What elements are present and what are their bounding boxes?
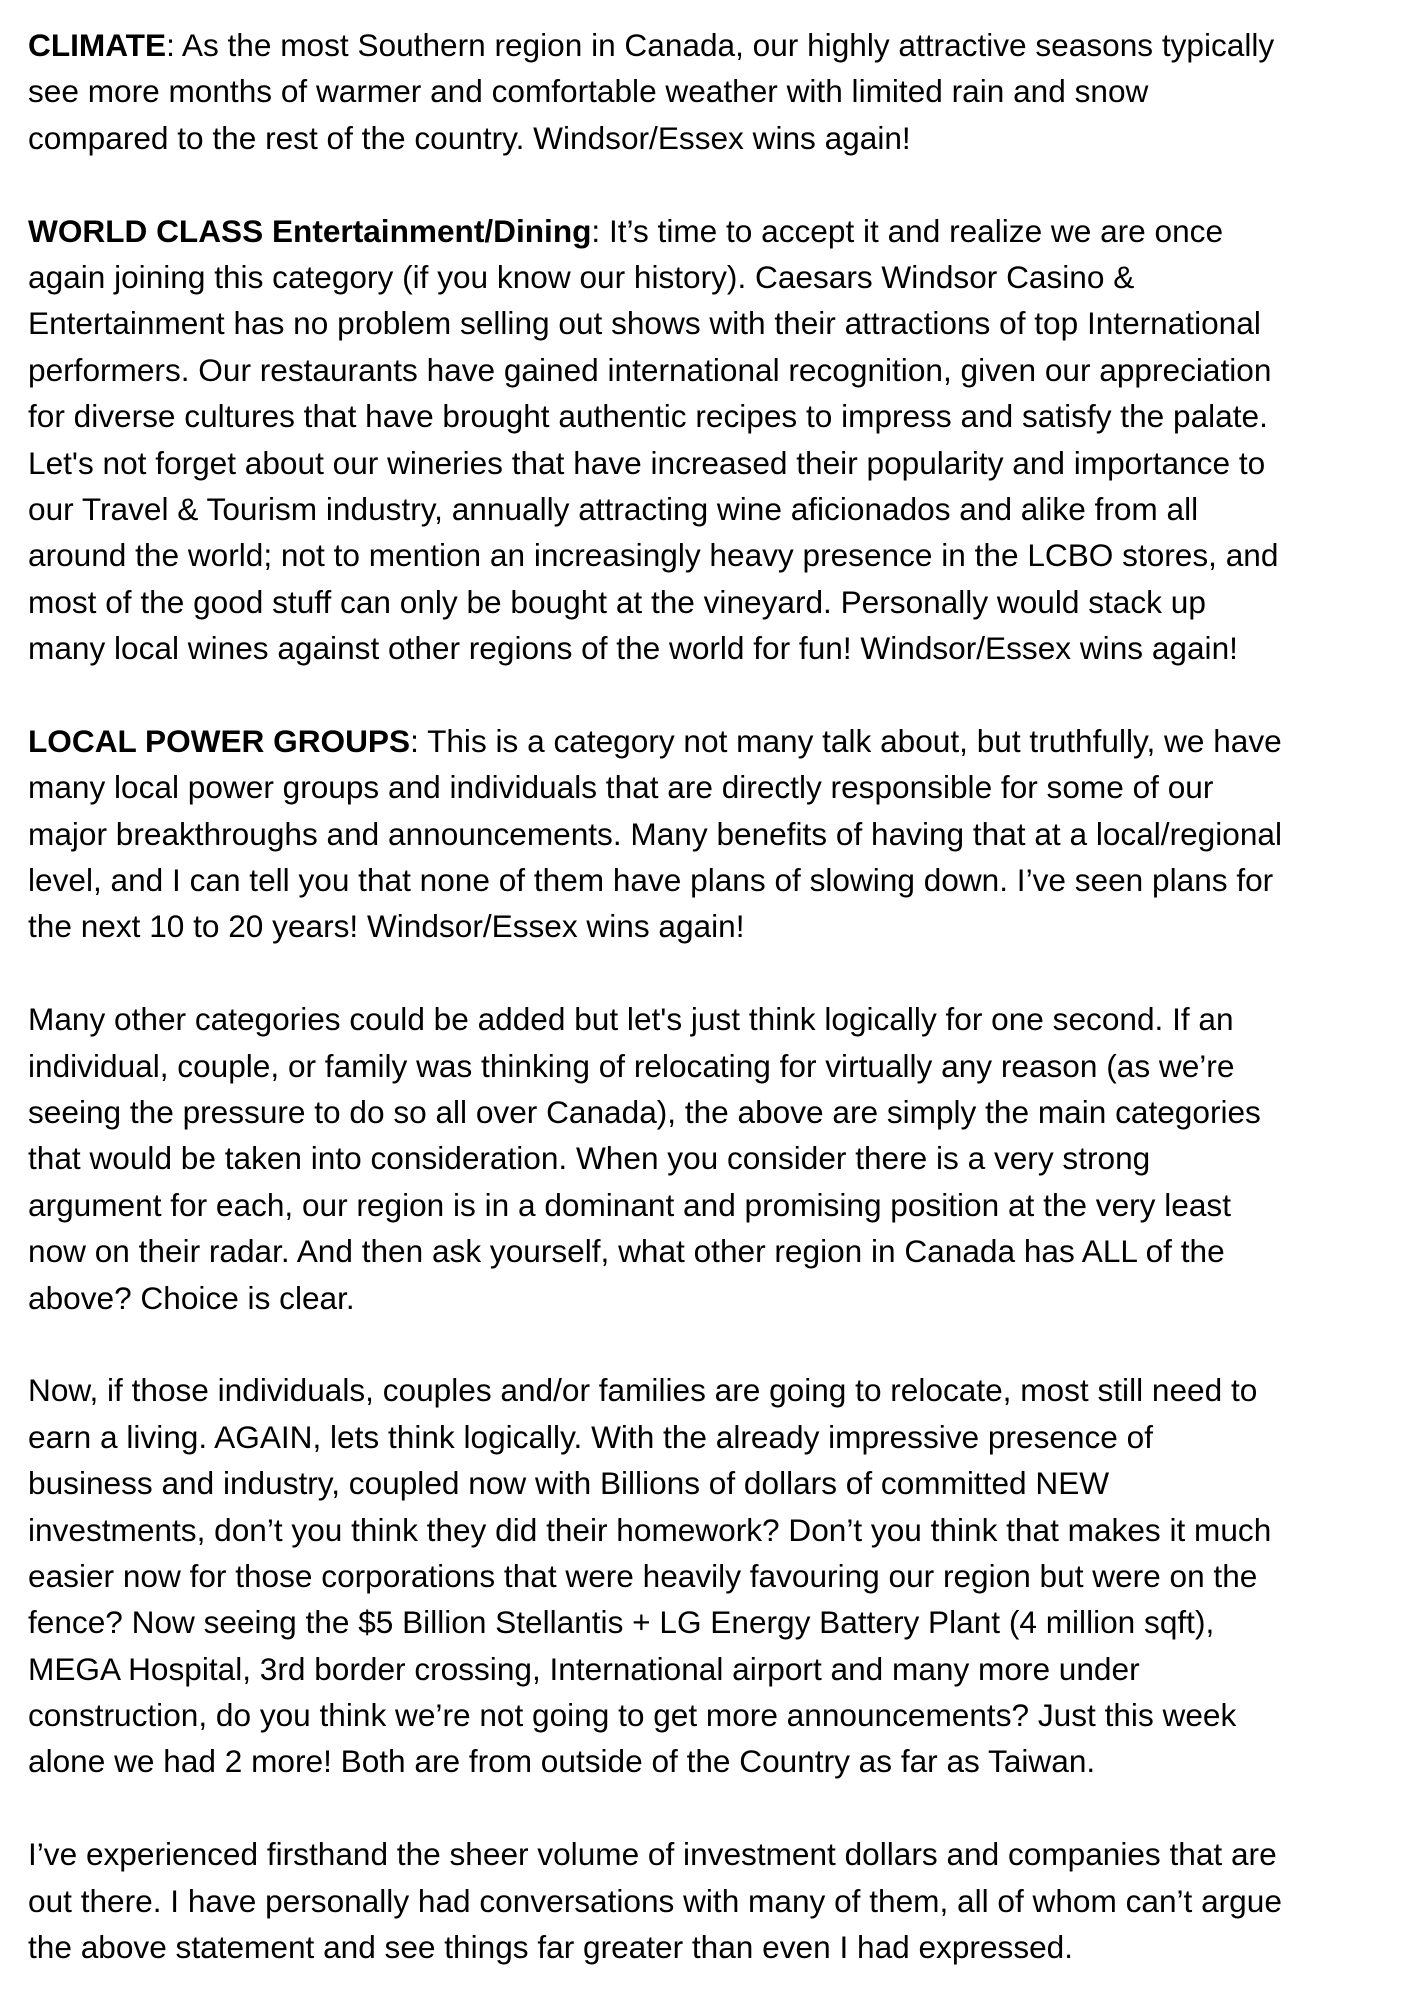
text-line: I’ve experienced firsthand the sheer volume of investment dollars and companies that are — [28, 1836, 1277, 1873]
text-line: performers. Our restaurants have gained international recognition, given our appreciation — [28, 351, 1272, 388]
text-line: the next 10 to 20 years! Windsor/Essex wins again! — [28, 908, 745, 945]
paragraph-climate — [28, 22, 1386, 161]
text-line: easier now for those corporations that were heavily favouring our region but were on the — [28, 1557, 1258, 1594]
text-line: many local wines against other regions of the world for fun! Windsor/Essex wins again! — [28, 630, 1238, 667]
text-line: individual, couple, or family was thinking of relocating for virtually any reason (as we’re — [28, 1047, 1235, 1084]
text-line: now on their radar. And then ask yourself, what other region in Canada has ALL of the — [28, 1233, 1225, 1270]
text-line: earn a living. AGAIN, lets think logically. With the already impressive presence of — [28, 1418, 1154, 1455]
paragraph-local-power-groups — [28, 718, 1386, 950]
document-body — [28, 22, 1386, 1970]
text-line: out there. I have personally had conversations with many of them, all of whom can’t argue — [28, 1882, 1282, 1919]
text-line: Many other categories could be added but let's just think logically for one second. If an — [28, 1001, 1234, 1038]
text-line: business and industry, coupled now with Billions of dollars of committed NEW — [28, 1465, 1110, 1502]
section-heading-climate: CLIMATE — [28, 27, 167, 63]
text-line: Entertainment has no problem selling out shows with their attractions of top International — [28, 305, 1261, 342]
text-line: again joining this category (if you know our history). Caesars Windsor Casino & — [28, 258, 1135, 295]
text-line: LOCAL POWER GROUPS: This is a category not many talk about, but truthfully, we have — [28, 722, 1282, 759]
text-line: WORLD CLASS Entertainment/Dining: It’s time to accept it and realize we are once — [28, 212, 1224, 249]
text-line: for diverse cultures that have brought authentic recipes to impress and satisfy the palate. — [28, 398, 1268, 435]
text-line: above? Choice is clear. — [28, 1279, 355, 1316]
text-line: compared to the rest of the country. Windsor/Essex wins again! — [28, 119, 911, 156]
text-line: CLIMATE: As the most Southern region in Canada, our highly attractive seasons typically — [28, 27, 1275, 63]
paragraph-entertainment-dining — [28, 208, 1386, 672]
text-line: major breakthroughs and announcements. Many benefits of having that at a local/regional — [28, 815, 1283, 852]
text-line: Now, if those individuals, couples and/or families are going to relocate, most still need to — [28, 1372, 1258, 1409]
text-line: investments, don’t you think they did their homework? Don’t you think that makes it much — [28, 1511, 1272, 1548]
text-line: seeing the pressure to do so all over Canada), the above are simply the main categories — [28, 1093, 1261, 1130]
text-line: fence? Now seeing the $5 Billion Stellantis + LG Energy Battery Plant (4 million sqft), — [28, 1604, 1215, 1641]
text-line: Let's not forget about our wineries that have increased their popularity and importance to — [28, 444, 1266, 481]
section-heading-local-power-groups: LOCAL POWER GROUPS — [28, 722, 411, 759]
text-line: alone we had 2 more! Both are from outside of the Country as far as Taiwan. — [28, 1743, 1096, 1780]
text-line: many local power groups and individuals that are directly responsible for some of our — [28, 769, 1214, 806]
text-line: construction, do you think we’re not going to get more announcements? Just this week — [28, 1697, 1237, 1734]
text-line: that would be taken into consideration. When you consider there is a very strong — [28, 1140, 1151, 1177]
paragraph-other-categories — [28, 996, 1386, 1321]
text-line: most of the good stuff can only be bought at the vineyard. Personally would stack up — [28, 583, 1206, 620]
text-line: MEGA Hospital, 3rd border crossing, International airport and many more under — [28, 1650, 1140, 1687]
paragraph-firsthand-experience — [28, 1831, 1386, 1970]
text-line: around the world; not to mention an increasingly heavy presence in the LCBO stores, and — [28, 537, 1279, 574]
paragraph-relocation-investment — [28, 1367, 1386, 1785]
text-line: level, and I can tell you that none of them have plans of slowing down. I’ve seen plans for — [28, 862, 1274, 899]
text-line: the above statement and see things far greater than even I had expressed. — [28, 1929, 1074, 1966]
text-line: argument for each, our region is in a dominant and promising position at the very least — [28, 1186, 1231, 1223]
text-line: our Travel & Tourism industry, annually attracting wine aficionados and alike from all — [28, 490, 1199, 527]
text-line: see more months of warmer and comfortable weather with limited rain and snow — [28, 73, 1149, 110]
section-heading-entertainment-dining: WORLD CLASS Entertainment/Dining — [28, 212, 592, 249]
